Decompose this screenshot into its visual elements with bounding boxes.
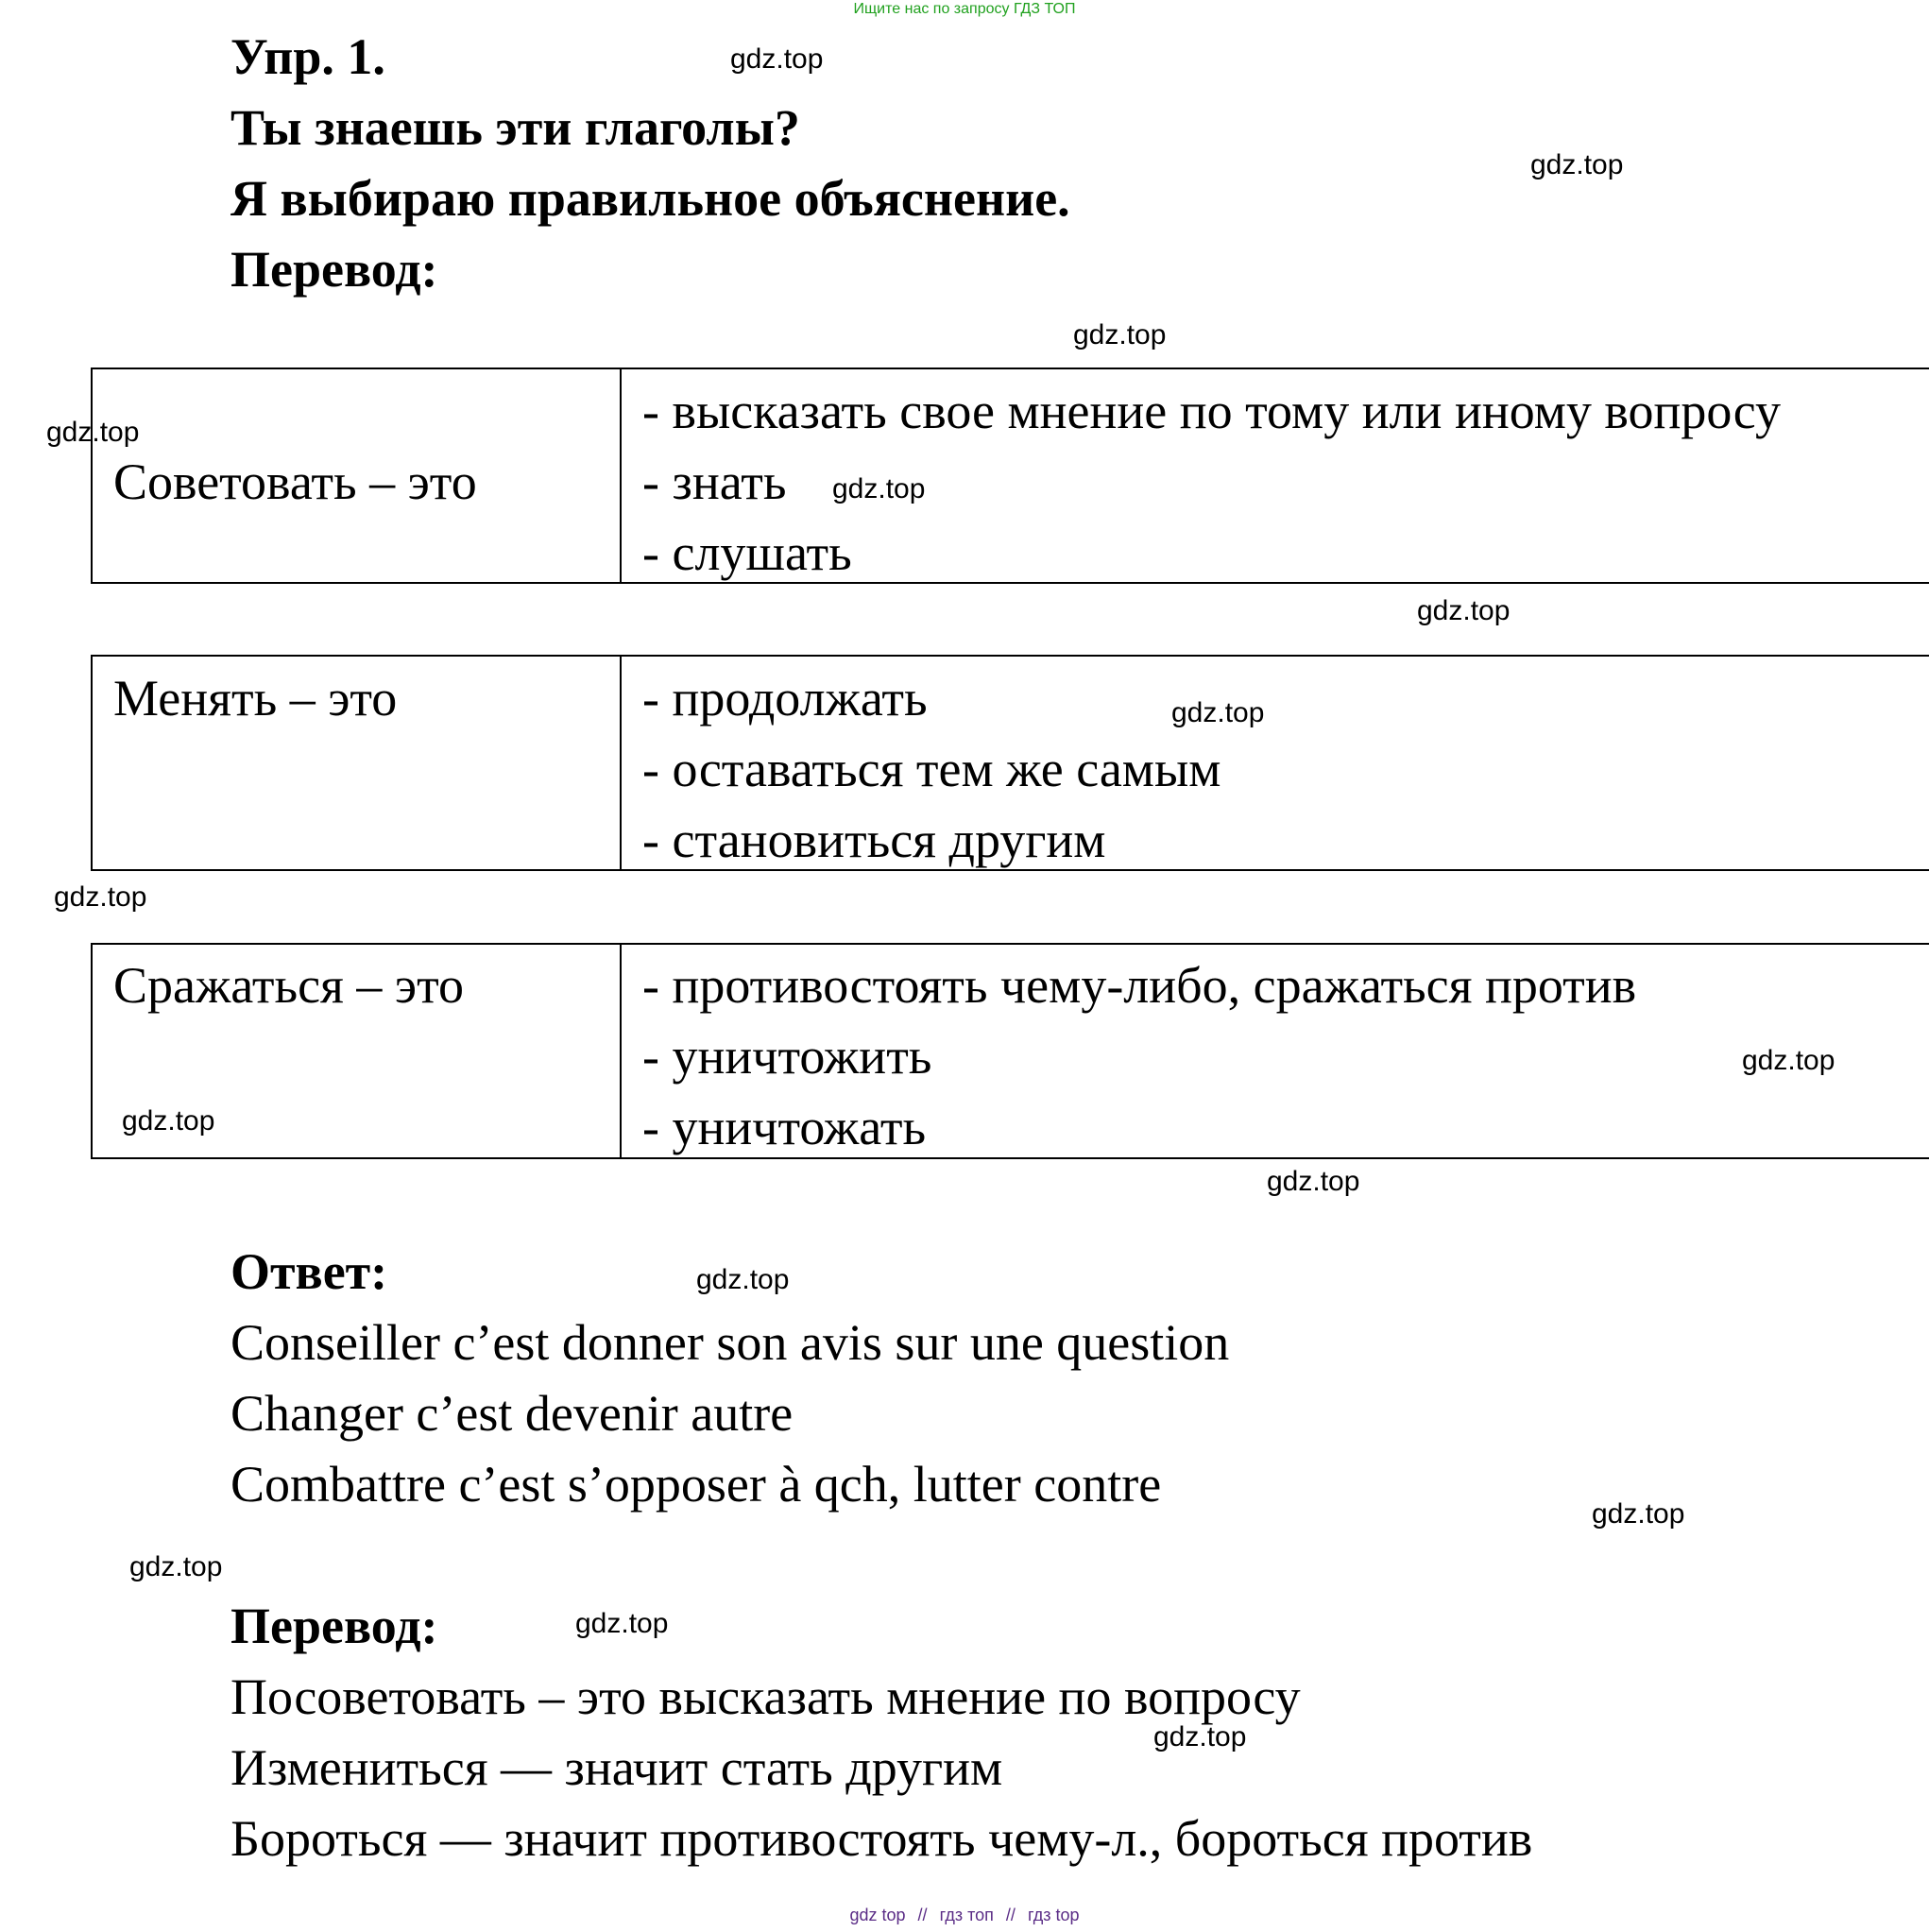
- footer-item: гдз top: [1027, 1906, 1080, 1924]
- watermark-text: gdz.top: [1742, 1045, 1835, 1076]
- top-note: Ищите нас по запросу ГДЗ ТОП: [853, 1, 1076, 17]
- watermark-text: gdz.top: [1171, 697, 1265, 728]
- option-text: - высказать свое мнение по тому или иному вопросу: [642, 383, 1782, 439]
- watermark-text: gdz.top: [54, 881, 147, 913]
- translation-line: Посоветовать – это высказать мнение по вопросу: [230, 1668, 1301, 1725]
- watermark-text: gdz.top: [575, 1608, 669, 1639]
- option-text: - оставаться тем же самым: [642, 741, 1221, 797]
- answer-line: Combattre c’est s’opposer à qch, lutter contre: [230, 1456, 1162, 1513]
- option-text: - продолжать: [642, 670, 928, 727]
- footer-item: gdz top: [849, 1906, 906, 1924]
- option-text: - знать: [642, 453, 787, 510]
- verb-table-1: [91, 368, 1929, 584]
- watermark-text: gdz.top: [1530, 149, 1624, 180]
- watermark-text: gdz.top: [696, 1264, 790, 1295]
- footer-separator: //: [1005, 1906, 1016, 1924]
- answer-line: Changer c’est devenir autre: [230, 1385, 794, 1442]
- watermark-text: gdz.top: [1417, 595, 1511, 626]
- option-text: - слушать: [642, 524, 852, 581]
- translation-line: Бороться — значит противостоять чему-л., бороться против: [230, 1810, 1533, 1867]
- term-text: Менять – это: [113, 670, 398, 727]
- option-text: - становиться другим: [642, 812, 1106, 868]
- footer-separator: //: [917, 1906, 928, 1924]
- exercise-number: Упр. 1.: [230, 28, 385, 85]
- answer-line: Conseiller c’est donner son avis sur une question: [230, 1314, 1230, 1371]
- option-text: - уничтожить: [642, 1028, 932, 1085]
- term-text: Сражаться – это: [113, 957, 464, 1014]
- watermark-text: gdz.top: [46, 417, 140, 448]
- translation-heading: Перевод:: [230, 1598, 438, 1654]
- watermark-text: gdz.top: [832, 473, 926, 504]
- translation-line: Измениться — значит стать другим: [230, 1739, 1003, 1796]
- option-text: - противостоять чему-либо, сражаться против: [642, 957, 1637, 1014]
- watermark-text: gdz.top: [1073, 319, 1167, 350]
- watermark-text: gdz.top: [730, 43, 824, 75]
- exercise-instruction: Я выбираю правильное объяснение.: [230, 170, 1070, 227]
- watermark-text: gdz.top: [122, 1105, 215, 1137]
- term-text: Советовать – это: [113, 453, 477, 510]
- answer-heading: Ответ:: [230, 1243, 388, 1300]
- watermark-text: gdz.top: [1153, 1721, 1247, 1752]
- verb-table-2: [91, 655, 1929, 871]
- footer-item: гдз топ: [939, 1906, 994, 1924]
- watermark-text: gdz.top: [1592, 1498, 1685, 1530]
- watermark-text: gdz.top: [129, 1551, 223, 1582]
- watermark-text: gdz.top: [1267, 1166, 1360, 1197]
- footer: [0, 1906, 1929, 1925]
- translation-heading-top: Перевод:: [230, 241, 438, 298]
- exercise-question: Ты знаешь эти глаголы?: [230, 99, 800, 156]
- verb-table-3: [91, 943, 1929, 1159]
- option-text: - уничтожать: [642, 1099, 927, 1155]
